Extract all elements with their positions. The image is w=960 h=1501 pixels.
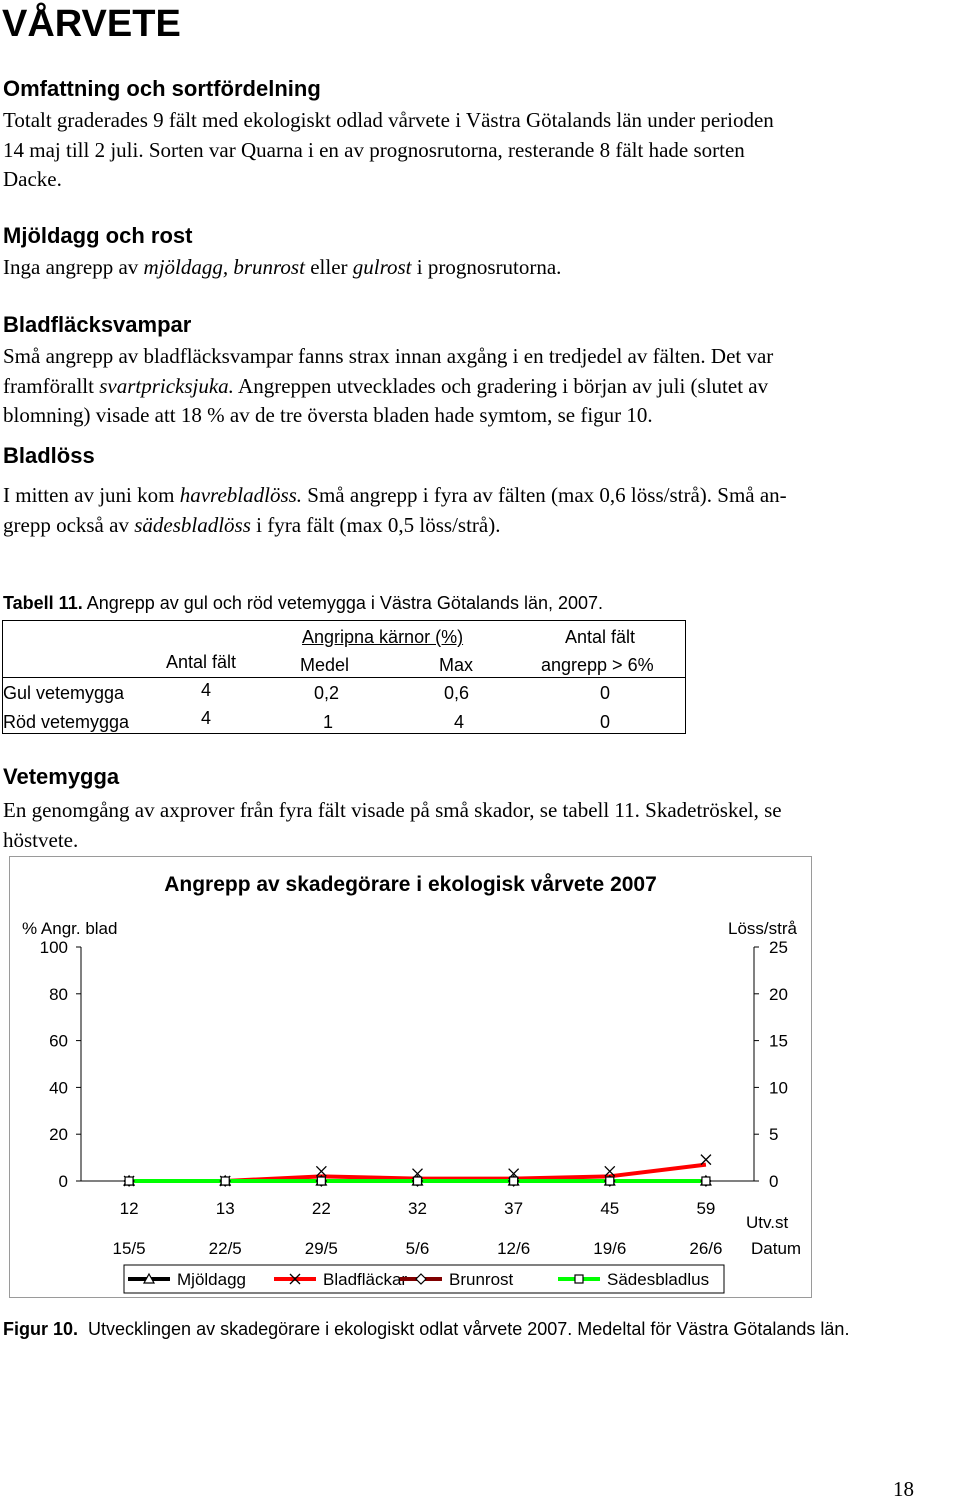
text-run: Små angrepp i fyra av fälten (max 0,6 löss/strå). Små an- (302, 483, 787, 507)
left-axis-tick-label: 60 (49, 1031, 68, 1051)
paragraph-line: höstvete. (3, 827, 79, 852)
left-axis-tick-label: 40 (49, 1078, 68, 1098)
vetemygga-table (2, 620, 686, 734)
right-axis-tick-label: 25 (769, 938, 788, 957)
table-cell-name: Gul vetemygga (3, 683, 125, 703)
paragraph-vetemygga (3, 796, 943, 855)
series-point (510, 1177, 518, 1185)
legend-label: Sädesbladlus (607, 1270, 710, 1289)
chart-title: Angrepp av skadegörare i ekologisk vårvete 2007 (164, 873, 657, 896)
text-run-italic: gulrost (352, 255, 412, 279)
table-cell-medel: 0,2 (314, 683, 340, 703)
table-cell-angrepp: 0 (600, 683, 611, 703)
right-axis-tick-label: 0 (769, 1172, 779, 1191)
table-caption-label: Tabell 11. (3, 593, 83, 613)
text-run-italic: havrebladlöss. (179, 483, 303, 507)
left-axis-tick-label: 20 (49, 1125, 68, 1145)
legend-marker (575, 1275, 583, 1283)
x-date-label: 29/5 (304, 1239, 338, 1258)
right-axis-tick-label: 20 (769, 984, 788, 1004)
text-run: framförallt (3, 373, 100, 398)
section-heading-vetemygga: Vetemygga (3, 764, 120, 789)
paragraph-bladloss (3, 481, 943, 540)
text-run: I mitten av juni kom (3, 483, 180, 507)
section-heading-bladloss: Bladlöss (3, 443, 95, 468)
right-axis-title: Löss/strå (728, 919, 797, 938)
right-axis-tick-label: 5 (769, 1125, 779, 1145)
x-stage-label: 59 (696, 1199, 716, 1218)
series-point (125, 1177, 133, 1185)
text-run: i prognosrutorna. (411, 255, 562, 279)
paragraph-line (3, 372, 943, 402)
paragraph-line: blomning) visade att 18 % av de tre översta bladen hade symtom, se figur 10. (3, 403, 653, 427)
x-stage-label: 45 (600, 1199, 620, 1218)
x-row-label-date: Datum (751, 1239, 802, 1258)
left-axis-tick-label: 80 (49, 984, 68, 1004)
x-stage-label: 13 (215, 1199, 235, 1218)
text-run-italic: sädesbladlöss (134, 512, 251, 537)
section-heading-mjoldagg: Mjöldagg och rost (3, 223, 193, 248)
section-heading-omfattning: Omfattning och sortfördelning (3, 76, 321, 101)
left-axis-tick-label: 0 (58, 1172, 68, 1191)
series-point (701, 1155, 711, 1165)
legend-label: Mjöldagg (177, 1270, 246, 1289)
paragraph-line: Dacke. (3, 167, 62, 191)
table-cell-max: 0,6 (444, 683, 470, 703)
table-caption-text: Angrepp av gul och röd vetemygga i Västra Götalands län, 2007. (82, 593, 604, 613)
series-point (702, 1177, 710, 1185)
left-axis-tick-label: 100 (39, 938, 68, 957)
paragraph-line: Totalt graderades 9 fält med ekologiskt odlad vårvete i Västra Götalands län under perioden (3, 108, 774, 132)
left-axis-title: % Angr. blad (22, 919, 118, 938)
table-cell-antal: 4 (201, 708, 212, 728)
paragraph-mjoldagg (3, 253, 943, 283)
x-date-label: 19/6 (593, 1239, 627, 1258)
paragraph-line (3, 511, 943, 541)
page-number: 18 (893, 1477, 914, 1501)
figure-caption-text: Utvecklingen av skadegörare i ekologiskt odlat vårvete 2007. Medeltal för Västra Götalands län. (78, 1319, 850, 1339)
table-caption (3, 592, 603, 614)
x-date-label: 15/5 (112, 1239, 146, 1258)
legend-label: Bladfläckar (323, 1270, 408, 1289)
x-date-label: 12/6 (497, 1239, 531, 1258)
legend-label: Brunrost (449, 1270, 514, 1289)
paragraph-line (3, 481, 943, 511)
text-run: eller (304, 255, 353, 279)
x-stage-label: 22 (311, 1199, 331, 1218)
x-stage-label: 37 (504, 1199, 524, 1218)
text-run-italic: svartpricksjuka. (99, 373, 234, 398)
table-cell-medel: 1 (323, 712, 334, 732)
table-header-angrepp-top: Antal fält (565, 627, 636, 647)
table-group-header: Angripna kärnor (%) (302, 627, 464, 647)
table-header-angrepp-bottom: angrepp > 6% (541, 655, 654, 675)
x-row-label-stage: Utv.st (746, 1213, 789, 1232)
x-stage-label: 12 (119, 1199, 139, 1218)
figure-caption (3, 1318, 849, 1340)
table-cell-max: 4 (454, 712, 465, 732)
text-run: i fyra fält (max 0,5 löss/strå). (250, 512, 501, 537)
x-date-label: 5/6 (405, 1239, 430, 1258)
text-run: grepp också av (3, 512, 135, 537)
table-cell-antal: 4 (201, 680, 212, 700)
series-point (317, 1177, 325, 1185)
series-point (221, 1177, 229, 1185)
table-header-max: Max (439, 655, 474, 675)
text-run: Inga angrepp av (3, 255, 144, 279)
paragraph-line: Små angrepp av bladfläcksvampar fanns strax innan axgång i en tredjedel av fälten. Det var (3, 344, 774, 368)
pest-chart (9, 856, 812, 1298)
x-stage-label: 32 (408, 1199, 427, 1218)
chart-canvas (10, 857, 813, 1299)
table-cell-name: Röd vetemygga (3, 712, 130, 732)
paragraph-line: 14 maj till 2 juli. Sorten var Quarna i en av prognosrutorna, resterande 8 fält hade sorten (3, 137, 745, 162)
paragraph-omfattning (3, 106, 943, 195)
table-header-medel: Medel (300, 655, 350, 675)
paragraph-bladflack (3, 342, 943, 431)
right-axis-tick-label: 10 (769, 1078, 788, 1098)
table-cell-angrepp: 0 (600, 712, 611, 732)
series-point (606, 1177, 614, 1185)
right-axis-tick-label: 15 (769, 1031, 788, 1051)
table-header-antal-falt: Antal fält (166, 652, 237, 672)
x-date-label: 26/6 (689, 1239, 723, 1258)
page-title: VÅRVETE (2, 3, 181, 45)
series-point (414, 1177, 422, 1185)
paragraph-line: En genomgång av axprover från fyra fält visade på små skador, se tabell 11. Skadetröskel, se (3, 798, 782, 822)
x-date-label: 22/5 (208, 1239, 242, 1258)
figure-caption-label: Figur 10. (3, 1319, 79, 1339)
text-run-italic: mjöldagg, brunrost (143, 255, 305, 279)
text-run: Angreppen utvecklades och gradering i början av juli (slutet av (233, 373, 769, 398)
section-heading-bladflack: Bladfläcksvampar (3, 312, 192, 337)
table-divider (3, 677, 685, 678)
